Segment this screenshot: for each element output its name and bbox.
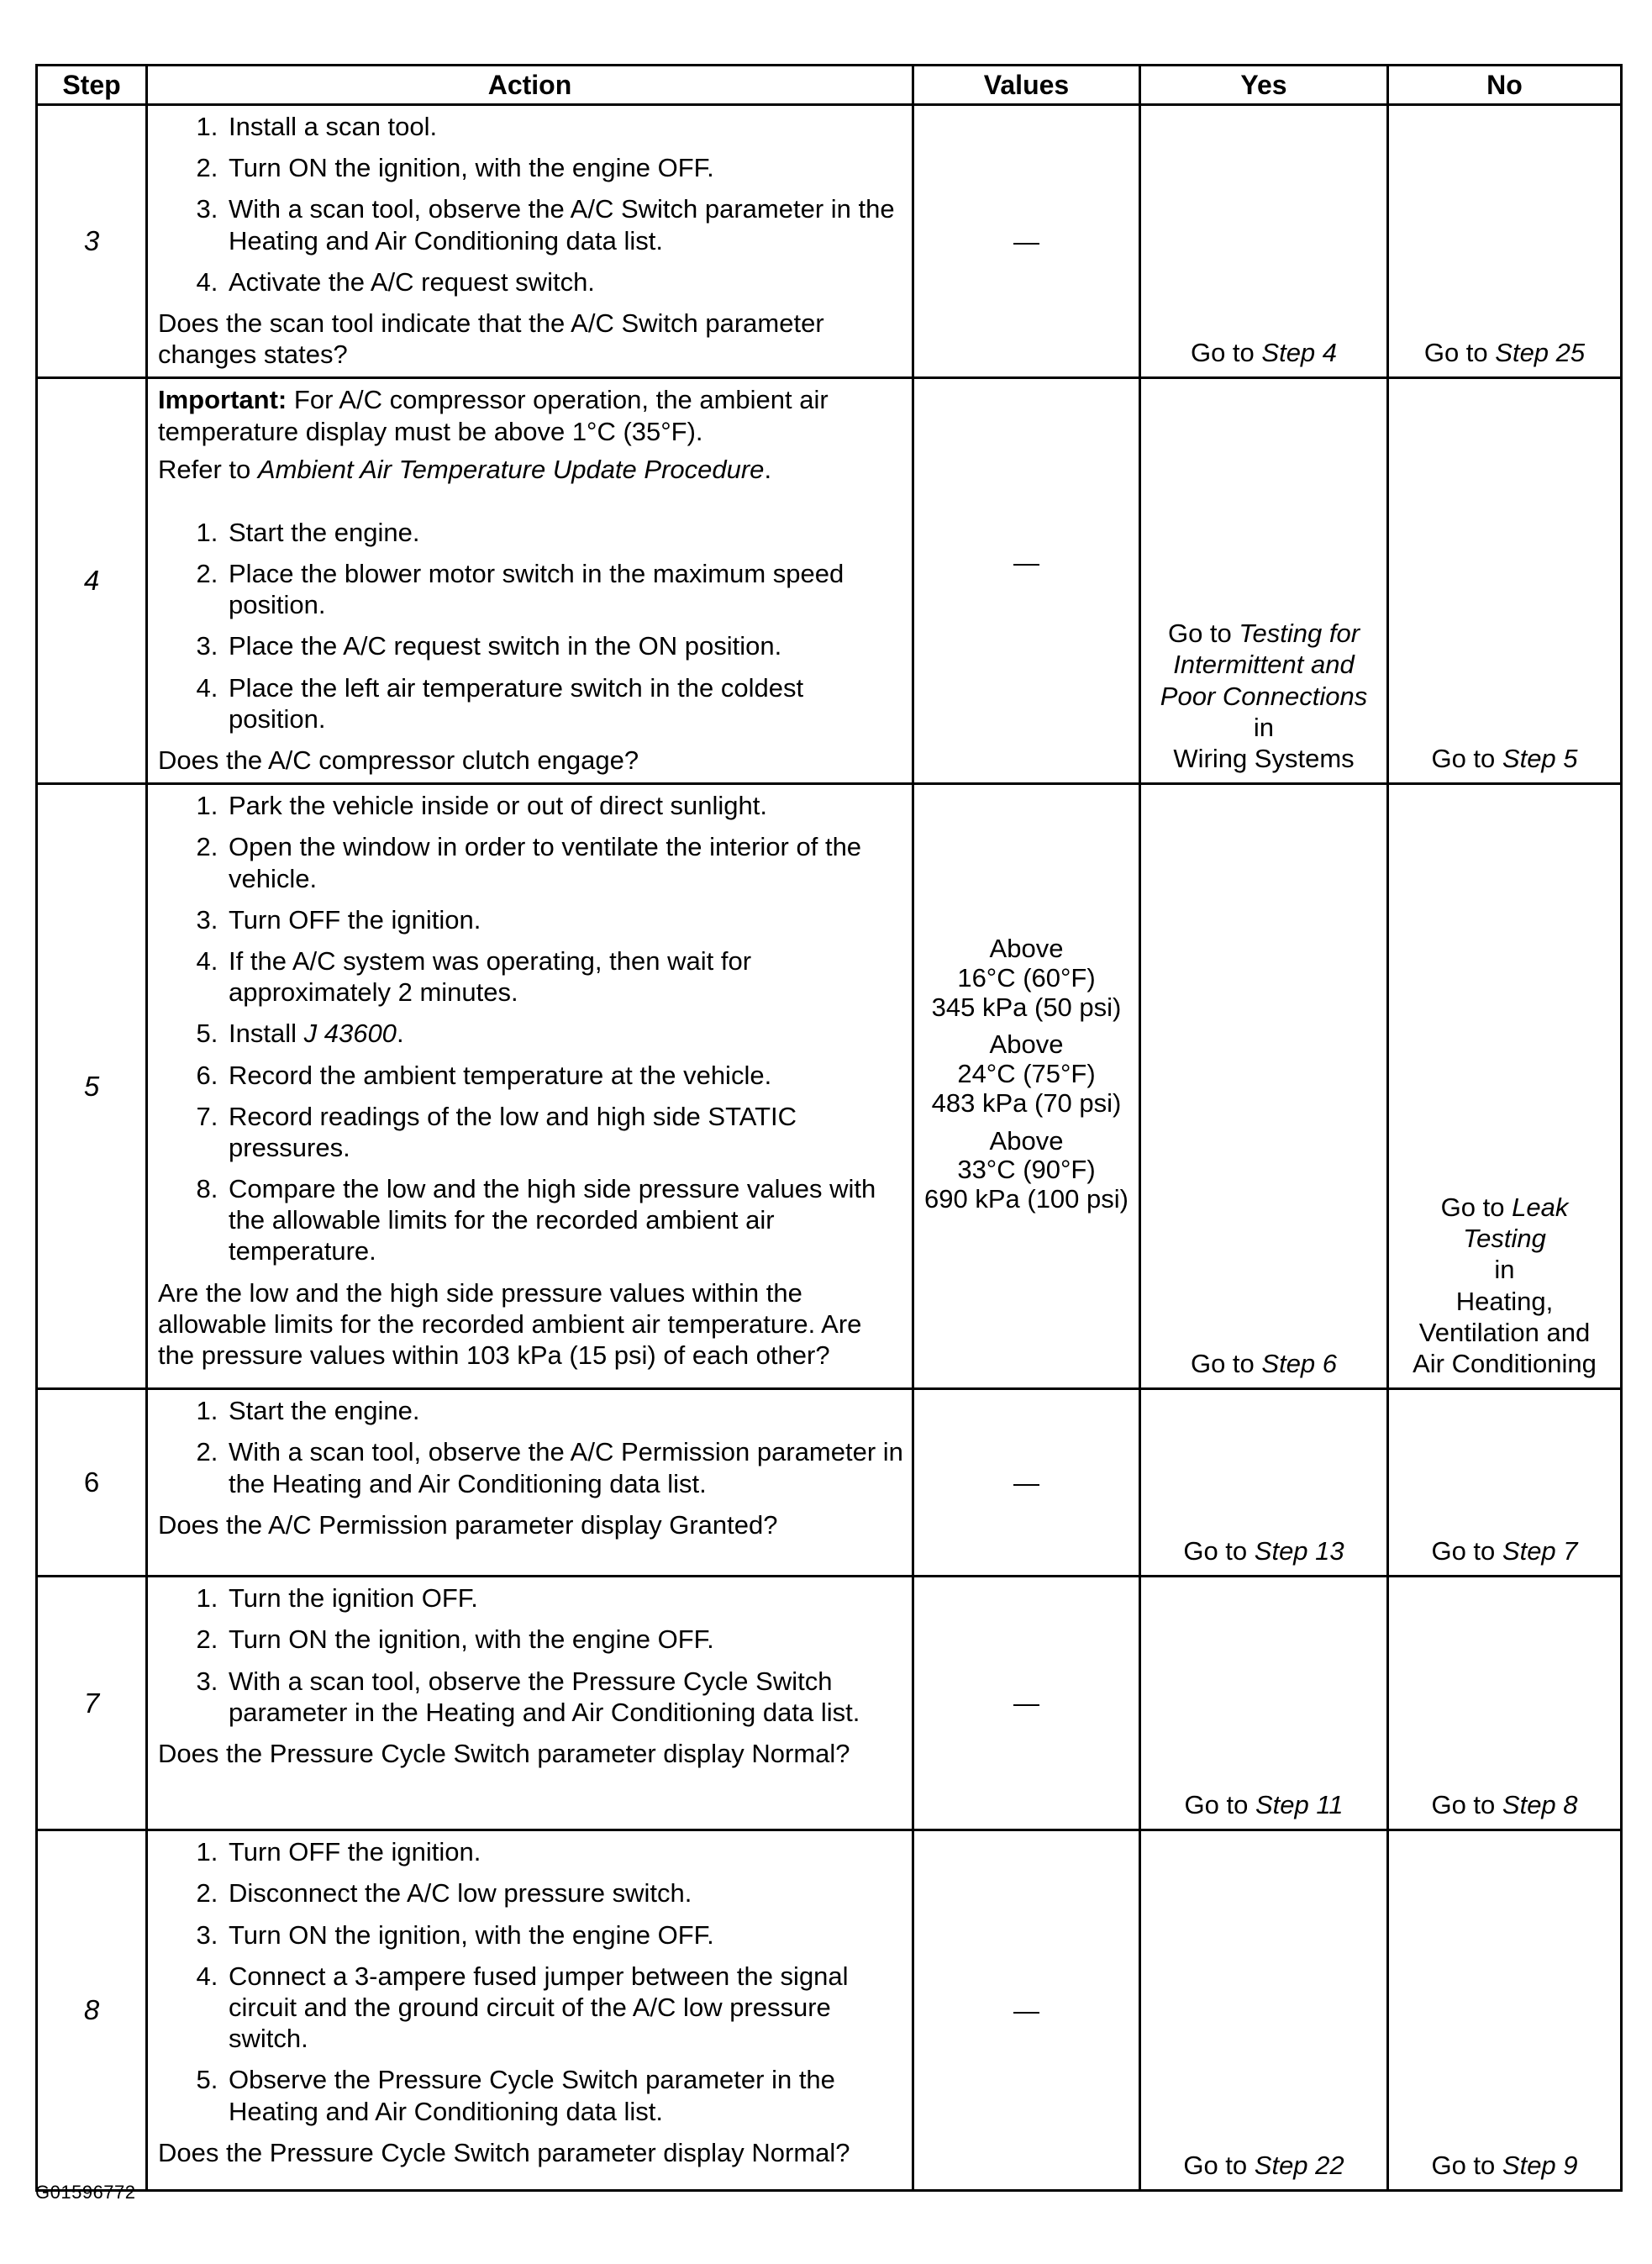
action-cell	[147, 105, 913, 378]
no-cell	[1388, 1389, 1622, 1577]
list-item: 6. Record the ambient temperature at the vehicle.	[225, 1060, 903, 1091]
yes-prefix: Go to	[1190, 1349, 1255, 1378]
no-target: Air Conditioning	[1413, 1349, 1597, 1378]
action-cell	[147, 1577, 913, 1830]
list-item: 3. With a scan tool, observe the Pressure Cycle Switch parameter in the Heating and Air Conditioning data list.	[225, 1666, 903, 1728]
action-list	[158, 790, 903, 1266]
no-link[interactable]: Step 9	[1502, 2151, 1578, 2180]
yes-prefix: Go to	[1183, 2151, 1248, 2180]
action-question: Does the scan tool indicate that the A/C Switch parameter changes states?	[158, 308, 824, 370]
values-cell	[913, 784, 1140, 1389]
list-item: 1. Turn the ignition OFF.	[225, 1582, 903, 1614]
no-link[interactable]: Step 5	[1502, 744, 1578, 773]
no-cell	[1388, 378, 1622, 784]
list-item: 2. With a scan tool, observe the A/C Permission parameter in the Heating and Air Conditioning data list.	[225, 1436, 903, 1498]
tool-suffix: .	[396, 1019, 404, 1049]
no-prefix: Go to	[1431, 2151, 1496, 2180]
yes-link[interactable]: Step 6	[1261, 1349, 1338, 1378]
yes-cell	[1140, 784, 1388, 1389]
refer-note	[158, 454, 903, 485]
table-row	[37, 1389, 1622, 1577]
list-item: 1. Turn OFF the ignition.	[225, 1836, 903, 1867]
list-item: 2. Place the blower motor switch in the maximum speed position.	[225, 558, 903, 620]
header-action: Action	[147, 66, 913, 105]
value-label: Above	[989, 1029, 1064, 1060]
yes-prefix: Go to	[1184, 1790, 1249, 1819]
action-cell	[147, 378, 913, 784]
header-yes: Yes	[1140, 66, 1388, 105]
refer-prefix: Refer to	[158, 454, 251, 484]
yes-link[interactable]: Step 22	[1254, 2151, 1344, 2180]
header-no: No	[1388, 66, 1622, 105]
value-pressure: 483 kPa (70 psi)	[931, 1087, 1122, 1118]
values-cell	[913, 1577, 1140, 1830]
no-link[interactable]: Step 7	[1502, 1536, 1578, 1566]
value-group	[914, 1127, 1139, 1214]
important-text: For A/C compressor operation, the ambient air temperature display must be above 1°C (35°F).	[158, 385, 829, 446]
action-list	[158, 1836, 903, 2127]
yes-link[interactable]: Testing for	[1239, 619, 1360, 649]
list-item: 5. Observe the Pressure Cycle Switch parameter in the Heating and Air Conditioning data list.	[225, 2064, 903, 2126]
list-item: 2. Open the window in order to ventilate the interior of the vehicle.	[225, 831, 903, 893]
no-cell	[1388, 1830, 1622, 2191]
no-cell	[1388, 784, 1622, 1389]
table-row	[37, 1577, 1622, 1830]
table-row	[37, 105, 1622, 378]
no-link-line[interactable]: Testing	[1463, 1224, 1546, 1254]
step-number: 7	[37, 1577, 147, 1830]
yes-cell	[1140, 1577, 1388, 1830]
action-list	[158, 1395, 903, 1499]
no-target: Heating,	[1455, 1286, 1554, 1316]
list-item: 1. Park the vehicle inside or out of direct sunlight.	[225, 790, 903, 821]
step-number: 6	[37, 1389, 147, 1577]
list-item: 2. Disconnect the A/C low pressure switch.	[225, 1877, 903, 1909]
list-item: 4. Connect a 3-ampere fused jumper between the signal circuit and the ground circuit of the A/C low pressure switch.	[225, 1961, 903, 2055]
yes-prefix: Go to	[1190, 338, 1255, 368]
table-row	[37, 378, 1622, 784]
values-cell	[913, 1389, 1140, 1577]
action-list	[158, 111, 903, 297]
action-cell	[147, 1830, 913, 2191]
diagnostic-table-container	[35, 64, 1620, 2180]
list-item: 3. Turn OFF the ignition.	[225, 904, 903, 935]
values-cell	[913, 378, 1140, 784]
yes-cell	[1140, 1389, 1388, 1577]
no-cell	[1388, 1577, 1622, 1830]
action-cell	[147, 784, 913, 1389]
no-prefix: Go to	[1431, 1536, 1496, 1566]
action-cell	[147, 1389, 913, 1577]
yes-prefix: Go to	[1167, 619, 1232, 649]
yes-link[interactable]: Step 11	[1255, 1790, 1344, 1819]
list-item: 4. Activate the A/C request switch.	[225, 266, 903, 297]
no-link[interactable]: Step 25	[1495, 338, 1586, 368]
list-item: 4. If the A/C system was operating, then wait for approximately 2 minutes.	[225, 945, 903, 1008]
figure-id: G01596772	[35, 2182, 136, 2203]
yes-cell	[1140, 105, 1388, 378]
step-number: 3	[37, 105, 147, 378]
value-temp: 24°C (75°F)	[957, 1059, 1096, 1089]
important-note	[158, 384, 903, 446]
action-question: Are the low and the high side pressure values within the allowable limits for the recorded ambient air temperature. Are the pressure values within 103 kPa (15 psi) of each other?	[158, 1277, 862, 1370]
header-values: Values	[913, 66, 1140, 105]
list-item: 3. With a scan tool, observe the A/C Switch parameter in the Heating and Air Conditioning data list.	[225, 193, 903, 255]
important-label: Important:	[158, 385, 287, 415]
step-number: 4	[37, 378, 147, 784]
list-item	[225, 1018, 903, 1049]
values-cell	[913, 105, 1140, 378]
value-pressure: 345 kPa (50 psi)	[931, 992, 1122, 1022]
list-item: 1. Start the engine.	[225, 517, 903, 548]
yes-target: Wiring Systems	[1173, 744, 1355, 773]
values-dash: —	[1013, 548, 1039, 578]
yes-link-line[interactable]: Intermittent and	[1173, 650, 1355, 680]
step-number: 5	[37, 784, 147, 1389]
install-label: Install	[229, 1019, 297, 1049]
values-dash: —	[1013, 1688, 1039, 1719]
values-dash: —	[1013, 1995, 1039, 2025]
table-row	[37, 1830, 1622, 2191]
no-prefix: Go to	[1423, 338, 1488, 368]
table-row	[37, 784, 1622, 1389]
refer-link[interactable]: Ambient Air Temperature Update Procedure	[257, 454, 765, 484]
no-cell	[1388, 105, 1622, 378]
action-question: Does the A/C Permission parameter display Granted?	[158, 1509, 778, 1540]
yes-link[interactable]: Step 13	[1254, 1536, 1344, 1566]
value-group	[914, 935, 1139, 1022]
value-temp: 16°C (60°F)	[957, 962, 1096, 992]
value-pressure: 690 kPa (100 psi)	[924, 1183, 1129, 1214]
table-header-row	[37, 66, 1622, 105]
value-label: Above	[989, 934, 1064, 964]
list-item: 4. Place the left air temperature switch in the coldest position.	[225, 672, 903, 734]
yes-link-line[interactable]: Poor Connections	[1160, 681, 1368, 711]
value-label: Above	[989, 1125, 1064, 1156]
list-item: 3. Place the A/C request switch in the ON position.	[225, 630, 903, 661]
action-question: Does the Pressure Cycle Switch parameter display Normal?	[158, 2137, 850, 2167]
action-list	[158, 1582, 903, 1728]
yes-in: in	[1253, 712, 1275, 742]
list-item: 7. Record readings of the low and high side STATIC pressures.	[225, 1101, 903, 1163]
no-in: in	[1494, 1255, 1515, 1285]
no-target: Ventilation and	[1418, 1317, 1591, 1347]
no-link[interactable]: Step 8	[1502, 1790, 1578, 1819]
no-prefix: Go to	[1440, 1193, 1505, 1223]
yes-link[interactable]: Step 4	[1261, 338, 1338, 368]
action-question: Does the A/C compressor clutch engage?	[158, 745, 639, 775]
step-number: 8	[37, 1830, 147, 2191]
list-item: 3. Turn ON the ignition, with the engine OFF.	[225, 1919, 903, 1951]
no-prefix: Go to	[1431, 744, 1496, 773]
list-item: 1. Start the engine.	[225, 1395, 903, 1426]
yes-cell	[1140, 1830, 1388, 2191]
refer-suffix: .	[764, 454, 772, 484]
values-dash: —	[1013, 226, 1039, 256]
header-step: Step	[37, 66, 147, 105]
yes-prefix: Go to	[1183, 1536, 1248, 1566]
values-cell	[913, 1830, 1140, 2191]
action-list	[158, 517, 903, 734]
yes-cell	[1140, 378, 1388, 784]
no-link[interactable]: Leak	[1512, 1193, 1569, 1223]
diagnostic-table	[35, 64, 1623, 2192]
value-group	[914, 1030, 1139, 1118]
list-item: 8. Compare the low and the high side pressure values with the allowable limits for the recorded ambient air temperature.	[225, 1173, 903, 1267]
value-temp: 33°C (90°F)	[957, 1155, 1096, 1185]
action-question: Does the Pressure Cycle Switch parameter display Normal?	[158, 1738, 850, 1768]
values-dash: —	[1013, 1467, 1039, 1498]
tool-name: J 43600	[303, 1019, 397, 1049]
no-prefix: Go to	[1431, 1790, 1496, 1819]
list-item: 2. Turn ON the ignition, with the engine OFF.	[225, 152, 903, 183]
list-item: 2. Turn ON the ignition, with the engine OFF.	[225, 1624, 903, 1655]
list-item: 1. Install a scan tool.	[225, 111, 903, 142]
